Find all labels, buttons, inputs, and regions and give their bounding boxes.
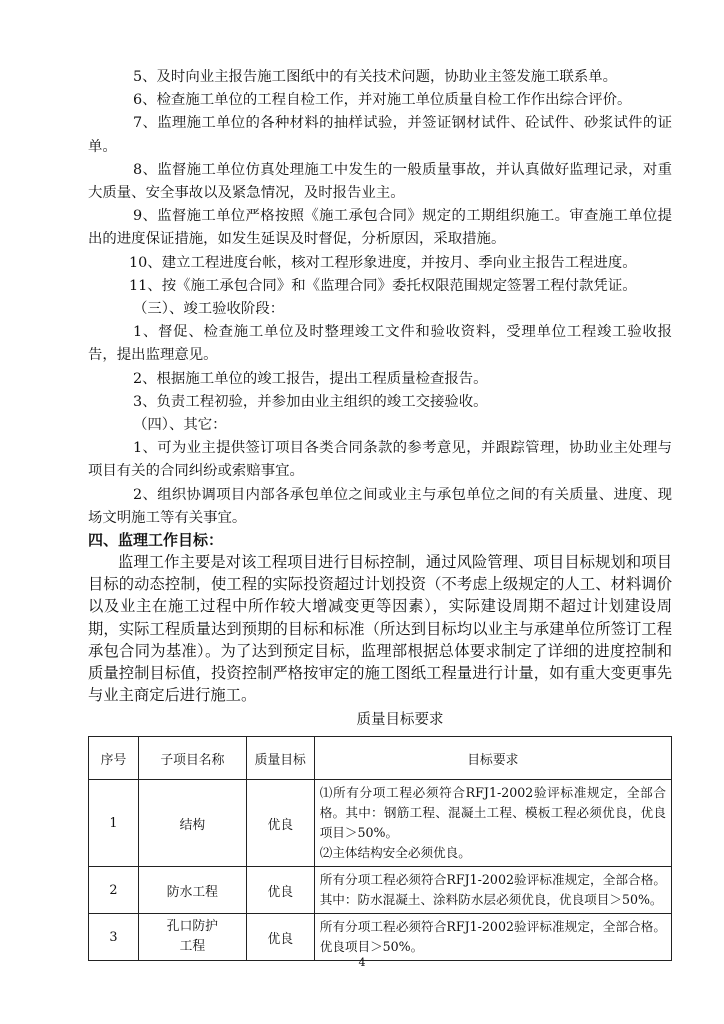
cell-target: 优良 <box>246 914 314 961</box>
cell-name-text: 孔口防护工程 <box>166 919 218 955</box>
cell-no: 1 <box>89 780 139 867</box>
requirement-line: ⑴所有分项工程必须符合RFJ1-2002验评标准规定，全部合格。其中：钢筋工程、混凝土工程、模板工程必须优良，优良项目＞50%。 <box>319 785 666 841</box>
header-target: 质量目标 <box>246 737 314 780</box>
requirement-line: 所有分项工程必须符合RFJ1-2002验评标准规定，全部合格。其中：防水混凝土、涂料防水层必须优良，优良项目＞50%。 <box>319 872 666 908</box>
paragraph: 2、根据施工单位的竣工报告，提出工程质量检查报告。 <box>133 370 488 387</box>
paragraph: 3、负责工程初验，并参加由业主组织的竣工交接验收。 <box>133 393 488 410</box>
section-body: 监理工作主要是对该工程项目进行目标控制，通过风险管理、项目目标规划和项目目标的动态控制，使工程的实际投资超过计划投资（不考虑上级规定的人工、材料调价以及业主在施工过程中所作较大增减变更等因素），实际建设周期不超过计划建设周期，实际工程质量达到预期的目标和标准（所达到目标均以业主与承建单位所签订工程承包合同为基准）。为了达到预定目标，监理部根据总体要求制定了详细的进度控制和质量控制目标值，投资控制严格按审定的施工图纸工程量进行计量，如有重大变更事先与业主商定后进行施工。 <box>88 553 672 705</box>
cell-target: 优良 <box>246 867 314 914</box>
subsection-heading: （三）、竣工验收阶段： <box>133 301 285 318</box>
cell-no: 2 <box>89 867 139 914</box>
paragraph: 10、建立工程进度台帐，核对工程形象进度，并按月、季向业主报告工程进度。 <box>129 254 637 271</box>
header-name: 子项目名称 <box>138 737 246 780</box>
paragraph: 2、组织协调项目内部各承包单位之间或业主与承包单位之间的有关质量、进度、现场文明施工等有关事宜。 <box>88 486 672 526</box>
paragraph: 6、检查施工单位的工程自检工作，并对施工单位质量自检工作作出综合评价。 <box>133 92 632 109</box>
paragraph: 11、按《施工承包合同》和《监理合同》委托权限范围规定签署工程付款凭证。 <box>129 277 637 294</box>
requirement-line: ⑵主体结构安全必须优良。 <box>319 845 471 861</box>
cell-name: 防水工程 <box>138 867 246 914</box>
requirement-line: 所有分项工程必须符合RFJ1-2002验评标准规定，全部合格。优良项目＞50%。 <box>319 919 666 955</box>
table-row <box>89 914 672 961</box>
table-header-row <box>89 737 672 780</box>
paragraph: 1、督促、检查施工单位及时整理竣工文件和验收资料，受理单位工程竣工验收报告，提出监理意见。 <box>88 324 672 364</box>
header-no: 序号 <box>89 737 139 780</box>
cell-name: 结构 <box>138 780 246 867</box>
table-row <box>89 867 672 914</box>
section-heading: 四、监理工作目标： <box>88 531 224 550</box>
cell-requirement <box>314 780 671 867</box>
paragraph: 9、监督施工单位严格按照《施工承包合同》规定的工期组织施工。审查施工单位提出的进度保证措施，如发生延误及时督促，分析原因，采取措施。 <box>88 208 672 248</box>
header-requirement: 目标要求 <box>314 737 671 780</box>
page-content <box>88 66 672 961</box>
page-number: 4 <box>358 956 366 969</box>
cell-target: 优良 <box>246 780 314 867</box>
cell-name <box>138 914 246 961</box>
cell-requirement <box>314 914 671 961</box>
paragraph: 8、监督施工单位仿真处理施工中发生的一般质量事故，并认真做好监理记录，对重大质量、安全事故以及紧急情况，及时报告业主。 <box>88 161 672 202</box>
table-row <box>89 780 672 867</box>
paragraph: 5、及时向业主报告施工图纸中的有关技术问题，协助业主签发施工联系单。 <box>133 69 618 85</box>
paragraph: 1、可为业主提供签订项目各类合同条款的参考意见，并跟踪管理，协助业主处理与项目有关的合同纠纷或索赔事宜。 <box>88 440 672 480</box>
table-title: 质量目标要求 <box>356 712 444 729</box>
subsection-heading: （四）、其它： <box>133 417 227 434</box>
paragraph: 7、监理施工单位的各种材料的抽样试验，并签证钢材试件、砼试件、砂浆试件的证单。 <box>88 115 672 155</box>
cell-no: 3 <box>89 914 139 961</box>
cell-requirement <box>314 867 671 914</box>
quality-target-table <box>88 736 672 961</box>
